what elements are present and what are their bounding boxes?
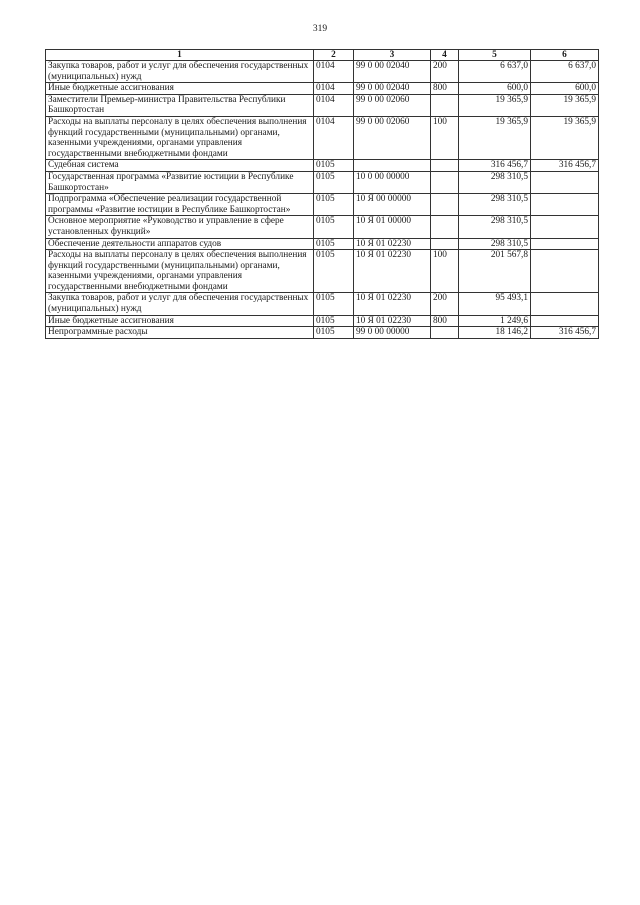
cell-target-code: 99 0 00 02060 (354, 116, 431, 159)
cell-amount-col5: 19 365,9 (459, 116, 531, 159)
cell-name: Иные бюджетные ассигнования (46, 315, 314, 327)
table-row (46, 160, 599, 172)
header-col-2: 2 (314, 50, 354, 61)
cell-name: Непрограммные расходы (46, 327, 314, 339)
cell-section: 0105 (314, 327, 354, 339)
cell-amount-col5: 298 310,5 (459, 216, 531, 238)
cell-amount-col5: 600,0 (459, 83, 531, 95)
cell-amount-col5: 201 567,8 (459, 250, 531, 293)
header-col-5: 5 (459, 50, 531, 61)
cell-section: 0104 (314, 94, 354, 116)
cell-target-code: 99 0 00 00000 (354, 327, 431, 339)
cell-target-code: 10 Я 00 00000 (354, 194, 431, 216)
header-col-3: 3 (354, 50, 431, 61)
cell-name: Закупка товаров, работ и услуг для обеспечения государственных (муниципальных) нужд (46, 61, 314, 83)
cell-amount-col6 (531, 238, 599, 250)
cell-target-code: 99 0 00 02060 (354, 94, 431, 116)
table-row (46, 61, 599, 83)
table-row (46, 83, 599, 95)
cell-section: 0105 (314, 216, 354, 238)
page-number: 319 (312, 24, 328, 34)
cell-target-code: 10 Я 01 02230 (354, 238, 431, 250)
cell-amount-col6: 19 365,9 (531, 94, 599, 116)
cell-amount-col5: 298 310,5 (459, 171, 531, 193)
budget-table (45, 49, 599, 339)
cell-section: 0104 (314, 116, 354, 159)
cell-section: 0104 (314, 61, 354, 83)
cell-amount-col5: 298 310,5 (459, 194, 531, 216)
table-row (46, 216, 599, 238)
cell-name: Подпрограмма «Обеспечение реализации государственной программы «Развитие юстиции в Республике Башкортостан» (46, 194, 314, 216)
cell-amount-col5: 18 146,2 (459, 327, 531, 339)
cell-amount-col6 (531, 315, 599, 327)
cell-name: Закупка товаров, работ и услуг для обеспечения государственных (муниципальных) нужд (46, 293, 314, 315)
cell-target-code (354, 160, 431, 172)
header-col-1: 1 (46, 50, 314, 61)
cell-target-code: 99 0 00 02040 (354, 61, 431, 83)
cell-amount-col6: 600,0 (531, 83, 599, 95)
cell-section: 0104 (314, 83, 354, 95)
cell-amount-col6: 316 456,7 (531, 327, 599, 339)
cell-name: Обеспечение деятельности аппаратов судов (46, 238, 314, 250)
table-row (46, 238, 599, 250)
cell-target-code: 10 Я 01 00000 (354, 216, 431, 238)
cell-section: 0105 (314, 194, 354, 216)
cell-expense-type: 800 (431, 83, 459, 95)
cell-section: 0105 (314, 250, 354, 293)
cell-amount-col5: 1 249,6 (459, 315, 531, 327)
cell-amount-col6 (531, 250, 599, 293)
cell-amount-col5: 95 493,1 (459, 293, 531, 315)
cell-amount-col6: 19 365,9 (531, 116, 599, 159)
cell-expense-type: 200 (431, 293, 459, 315)
cell-amount-col5: 316 456,7 (459, 160, 531, 172)
cell-target-code: 99 0 00 02040 (354, 83, 431, 95)
table-row (46, 315, 599, 327)
header-col-4: 4 (431, 50, 459, 61)
cell-amount-col6: 316 456,7 (531, 160, 599, 172)
cell-target-code: 10 Я 01 02230 (354, 315, 431, 327)
cell-expense-type: 200 (431, 61, 459, 83)
table-row (46, 293, 599, 315)
cell-expense-type (431, 327, 459, 339)
cell-expense-type: 100 (431, 116, 459, 159)
header-col-6: 6 (531, 50, 599, 61)
cell-amount-col6 (531, 216, 599, 238)
cell-amount-col5: 19 365,9 (459, 94, 531, 116)
table-row (46, 250, 599, 293)
cell-section: 0105 (314, 238, 354, 250)
table-header-row (46, 50, 599, 61)
table-row (46, 194, 599, 216)
cell-expense-type (431, 216, 459, 238)
cell-target-code: 10 Я 01 02230 (354, 293, 431, 315)
table-row (46, 327, 599, 339)
cell-amount-col6 (531, 171, 599, 193)
cell-name: Расходы на выплаты персоналу в целях обеспечения выполнения функций государственными (муниципальными) органами, казенными учреждениями, органами управления государственными внебюджетными фондами (46, 250, 314, 293)
cell-name: Государственная программа «Развитие юстиции в Республике Башкортостан» (46, 171, 314, 193)
cell-section: 0105 (314, 293, 354, 315)
cell-name: Основное мероприятие «Руководство и управление в сфере установленных функций» (46, 216, 314, 238)
cell-expense-type (431, 94, 459, 116)
cell-amount-col6 (531, 293, 599, 315)
cell-amount-col6: 6 637,0 (531, 61, 599, 83)
cell-target-code: 10 0 00 00000 (354, 171, 431, 193)
cell-expense-type (431, 194, 459, 216)
table-body (46, 61, 599, 339)
table-row (46, 94, 599, 116)
cell-amount-col6 (531, 194, 599, 216)
table-row (46, 171, 599, 193)
cell-amount-col5: 298 310,5 (459, 238, 531, 250)
cell-expense-type (431, 238, 459, 250)
cell-name: Заместители Премьер-министра Правительства Республики Башкортостан (46, 94, 314, 116)
cell-name: Расходы на выплаты персоналу в целях обеспечения выполнения функций государственными (муниципальными) органами, казенными учреждениями, органами управления государственными внебюджетными фондами (46, 116, 314, 159)
cell-section: 0105 (314, 171, 354, 193)
table-row (46, 116, 599, 159)
cell-expense-type (431, 171, 459, 193)
cell-amount-col5: 6 637,0 (459, 61, 531, 83)
cell-expense-type (431, 160, 459, 172)
cell-section: 0105 (314, 315, 354, 327)
cell-expense-type: 800 (431, 315, 459, 327)
cell-target-code: 10 Я 01 02230 (354, 250, 431, 293)
cell-name: Судебная система (46, 160, 314, 172)
cell-name: Иные бюджетные ассигнования (46, 83, 314, 95)
cell-section: 0105 (314, 160, 354, 172)
cell-expense-type: 100 (431, 250, 459, 293)
